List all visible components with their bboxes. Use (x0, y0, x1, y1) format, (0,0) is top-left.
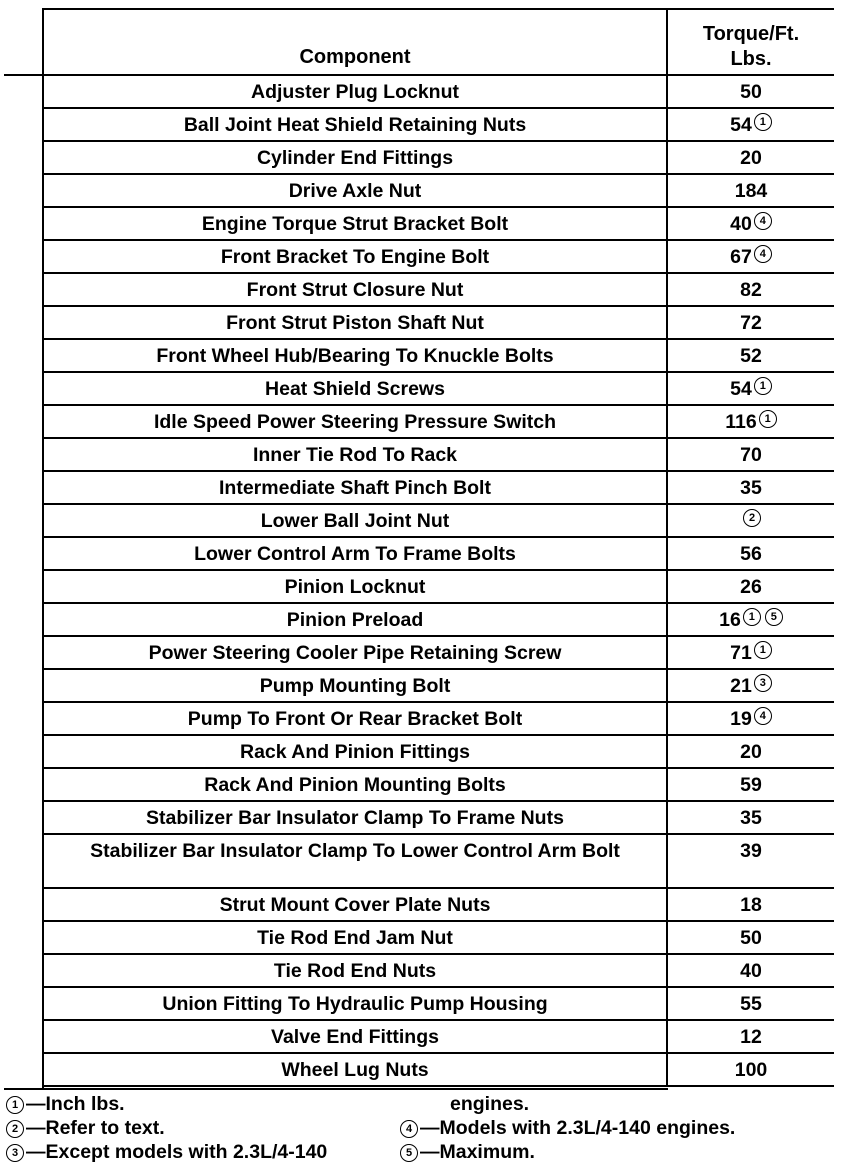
torque-cell (668, 703, 834, 734)
torque-value: 54 (730, 114, 752, 136)
table-row (44, 922, 834, 955)
torque-cell (668, 670, 834, 701)
table-row (44, 769, 834, 802)
component-cell: Tie Rod End Jam Nut (257, 927, 453, 949)
table-row (44, 955, 834, 988)
torque-header-line-2: Lbs. (730, 48, 772, 70)
torque-value: 21 (730, 675, 752, 697)
footnote-models-with-engines (400, 1116, 735, 1140)
torque-value: 100 (734, 1059, 768, 1081)
component-cell: Pinion Preload (286, 609, 424, 631)
footnote-marker-icon: 3 (754, 674, 772, 692)
torque-cell (668, 175, 834, 206)
footnote-marker-icon: 1 (754, 641, 772, 659)
torque-value: 40 (740, 960, 762, 982)
footnote-inch-lbs (6, 1092, 125, 1116)
torque-cell (668, 736, 834, 767)
torque-value: 59 (740, 774, 762, 796)
footnote-text: engines. (450, 1093, 530, 1115)
torque-value: 19 (730, 708, 752, 730)
torque-cell (668, 274, 834, 305)
footnote-marker-icon: 2 (743, 509, 761, 527)
component-cell: Inner Tie Rod To Rack (252, 444, 458, 466)
component-cell: Valve End Fittings (271, 1026, 439, 1048)
torque-cell (668, 1021, 834, 1052)
footnote-marker-icon: 4 (754, 245, 772, 263)
component-cell: Front Bracket To Engine Bolt (220, 246, 490, 268)
component-cell: Stabilizer Bar Insulator Clamp To Frame Nuts (146, 807, 564, 829)
component-cell: Rack And Pinion Fittings (239, 741, 471, 763)
torque-value: 70 (740, 444, 762, 466)
table-row (44, 439, 834, 472)
footnote-number-icon: 2 (6, 1120, 24, 1138)
table-row (44, 538, 834, 571)
table-row (44, 637, 834, 670)
footnote-text: —Models with 2.3L/4-140 engines. (420, 1117, 736, 1139)
table-row (44, 835, 834, 889)
component-cell: Tie Rod End Nuts (273, 960, 437, 982)
footnote-marker-icon: 4 (754, 212, 772, 230)
table-row (44, 307, 834, 340)
footnote-top-border (4, 1088, 668, 1090)
footnote-text: —Refer to text. (26, 1117, 165, 1139)
torque-cell (668, 922, 834, 953)
component-cell: Lower Ball Joint Nut (260, 510, 450, 532)
torque-cell (668, 307, 834, 338)
component-cell: Union Fitting To Hydraulic Pump Housing (162, 993, 548, 1015)
table-row (44, 109, 834, 142)
torque-value: 20 (740, 147, 762, 169)
table-row (44, 208, 834, 241)
footnote-marker-icon: 1 (754, 113, 772, 131)
component-cell: Wheel Lug Nuts (281, 1059, 429, 1081)
torque-cell (668, 604, 834, 635)
torque-cell (668, 142, 834, 173)
footnote-number-icon: 5 (400, 1144, 418, 1162)
torque-cell (668, 208, 834, 239)
table-row (44, 988, 834, 1021)
torque-cell (668, 340, 834, 371)
footnote-maximum (400, 1140, 535, 1164)
torque-value: 67 (730, 246, 752, 268)
table-row (44, 505, 834, 538)
table-row (44, 274, 834, 307)
component-cell: Ball Joint Heat Shield Retaining Nuts (183, 114, 527, 136)
table-row (44, 472, 834, 505)
table-row (44, 736, 834, 769)
component-cell: Adjuster Plug Locknut (250, 81, 459, 103)
component-column-header: Component (299, 46, 411, 68)
table-row (44, 670, 834, 703)
table-row (44, 406, 834, 439)
component-cell: Lower Control Arm To Frame Bolts (194, 543, 516, 565)
torque-cell (668, 637, 834, 668)
torque-cell (668, 802, 834, 833)
component-cell: Front Strut Piston Shaft Nut (226, 312, 484, 334)
torque-value: 52 (740, 345, 762, 367)
table-row (44, 703, 834, 736)
torque-value: 18 (740, 894, 762, 916)
component-cell: Engine Torque Strut Bracket Bolt (201, 213, 509, 235)
component-cell: Front Wheel Hub/Bearing To Knuckle Bolts (156, 345, 554, 367)
torque-cell (668, 76, 834, 107)
torque-value: 26 (740, 576, 762, 598)
torque-cell (668, 472, 834, 503)
torque-value: 56 (740, 543, 762, 565)
torque-cell (668, 241, 834, 272)
torque-cell (668, 988, 834, 1019)
component-cell: Heat Shield Screws (265, 378, 445, 400)
footnote-number-icon: 1 (6, 1096, 24, 1114)
table-row (44, 76, 834, 109)
footnote-engines-continuation (450, 1092, 529, 1116)
component-cell: Pump To Front Or Rear Bracket Bolt (187, 708, 523, 730)
torque-cell (668, 1054, 834, 1085)
torque-value: 16 (719, 609, 741, 631)
table-row (44, 175, 834, 208)
table-top-border (42, 8, 834, 10)
footnote-text: —Maximum. (420, 1141, 535, 1163)
torque-cell (668, 835, 834, 887)
torque-value: 55 (740, 993, 762, 1015)
torque-table-body (44, 76, 834, 1087)
torque-value: 40 (730, 213, 752, 235)
torque-value: 54 (730, 378, 752, 400)
footnote-marker-icon: 1 (743, 608, 761, 626)
torque-value: 72 (740, 312, 762, 334)
component-cell: Rack And Pinion Mounting Bolts (204, 774, 506, 796)
component-cell: Cylinder End Fittings (256, 147, 454, 169)
torque-cell (668, 406, 834, 437)
torque-value: 50 (740, 81, 762, 103)
component-cell: Stabilizer Bar Insulator Clamp To Lower Control Arm Bolt (90, 840, 620, 862)
footnote-text: —Inch lbs. (26, 1093, 125, 1115)
component-cell: Front Strut Closure Nut (246, 279, 464, 301)
torque-value: 50 (740, 927, 762, 949)
component-cell: Strut Mount Cover Plate Nuts (219, 894, 491, 916)
torque-cell (668, 439, 834, 470)
component-cell: Intermediate Shaft Pinch Bolt (219, 477, 491, 499)
torque-cell (668, 571, 834, 602)
torque-value: 35 (740, 477, 762, 499)
footnote-marker-icon: 5 (765, 608, 783, 626)
table-row (44, 142, 834, 175)
footnote-refer-to-text (6, 1116, 165, 1140)
torque-value: 12 (740, 1026, 762, 1048)
torque-cell (668, 889, 834, 920)
torque-cell (668, 955, 834, 986)
footnote-marker-icon: 1 (754, 377, 772, 395)
table-row (44, 1054, 834, 1087)
table-row (44, 802, 834, 835)
torque-value: 35 (740, 807, 762, 829)
table-row (44, 571, 834, 604)
component-cell: Power Steering Cooler Pipe Retaining Screw (148, 642, 562, 664)
footnote-number-icon: 3 (6, 1144, 24, 1162)
footnote-marker-icon: 4 (754, 707, 772, 725)
table-row (44, 373, 834, 406)
component-cell: Pinion Locknut (284, 576, 426, 598)
torque-cell (668, 505, 834, 536)
table-row (44, 604, 834, 637)
table-row (44, 1021, 834, 1054)
torque-cell (668, 538, 834, 569)
torque-value: 116 (725, 411, 757, 433)
table-row (44, 340, 834, 373)
torque-value: 39 (740, 840, 762, 862)
footnote-marker-icon: 1 (759, 410, 777, 428)
torque-value: 184 (734, 180, 768, 202)
footnote-number-icon: 4 (400, 1120, 418, 1138)
torque-header-line-1: Torque/Ft. (702, 23, 800, 45)
torque-column-header (668, 22, 834, 72)
torque-value: 20 (740, 741, 762, 763)
table-row (44, 889, 834, 922)
torque-value: 82 (740, 279, 762, 301)
footnote-except-models (6, 1140, 327, 1164)
component-cell: Drive Axle Nut (288, 180, 422, 202)
torque-cell (668, 373, 834, 404)
table-row (44, 241, 834, 274)
torque-cell (668, 109, 834, 140)
component-cell: Pump Mounting Bolt (259, 675, 451, 697)
footnote-text: —Except models with 2.3L/4-140 (26, 1141, 328, 1163)
torque-value: 71 (730, 642, 752, 664)
torque-cell (668, 769, 834, 800)
component-cell: Idle Speed Power Steering Pressure Switch (153, 411, 557, 433)
